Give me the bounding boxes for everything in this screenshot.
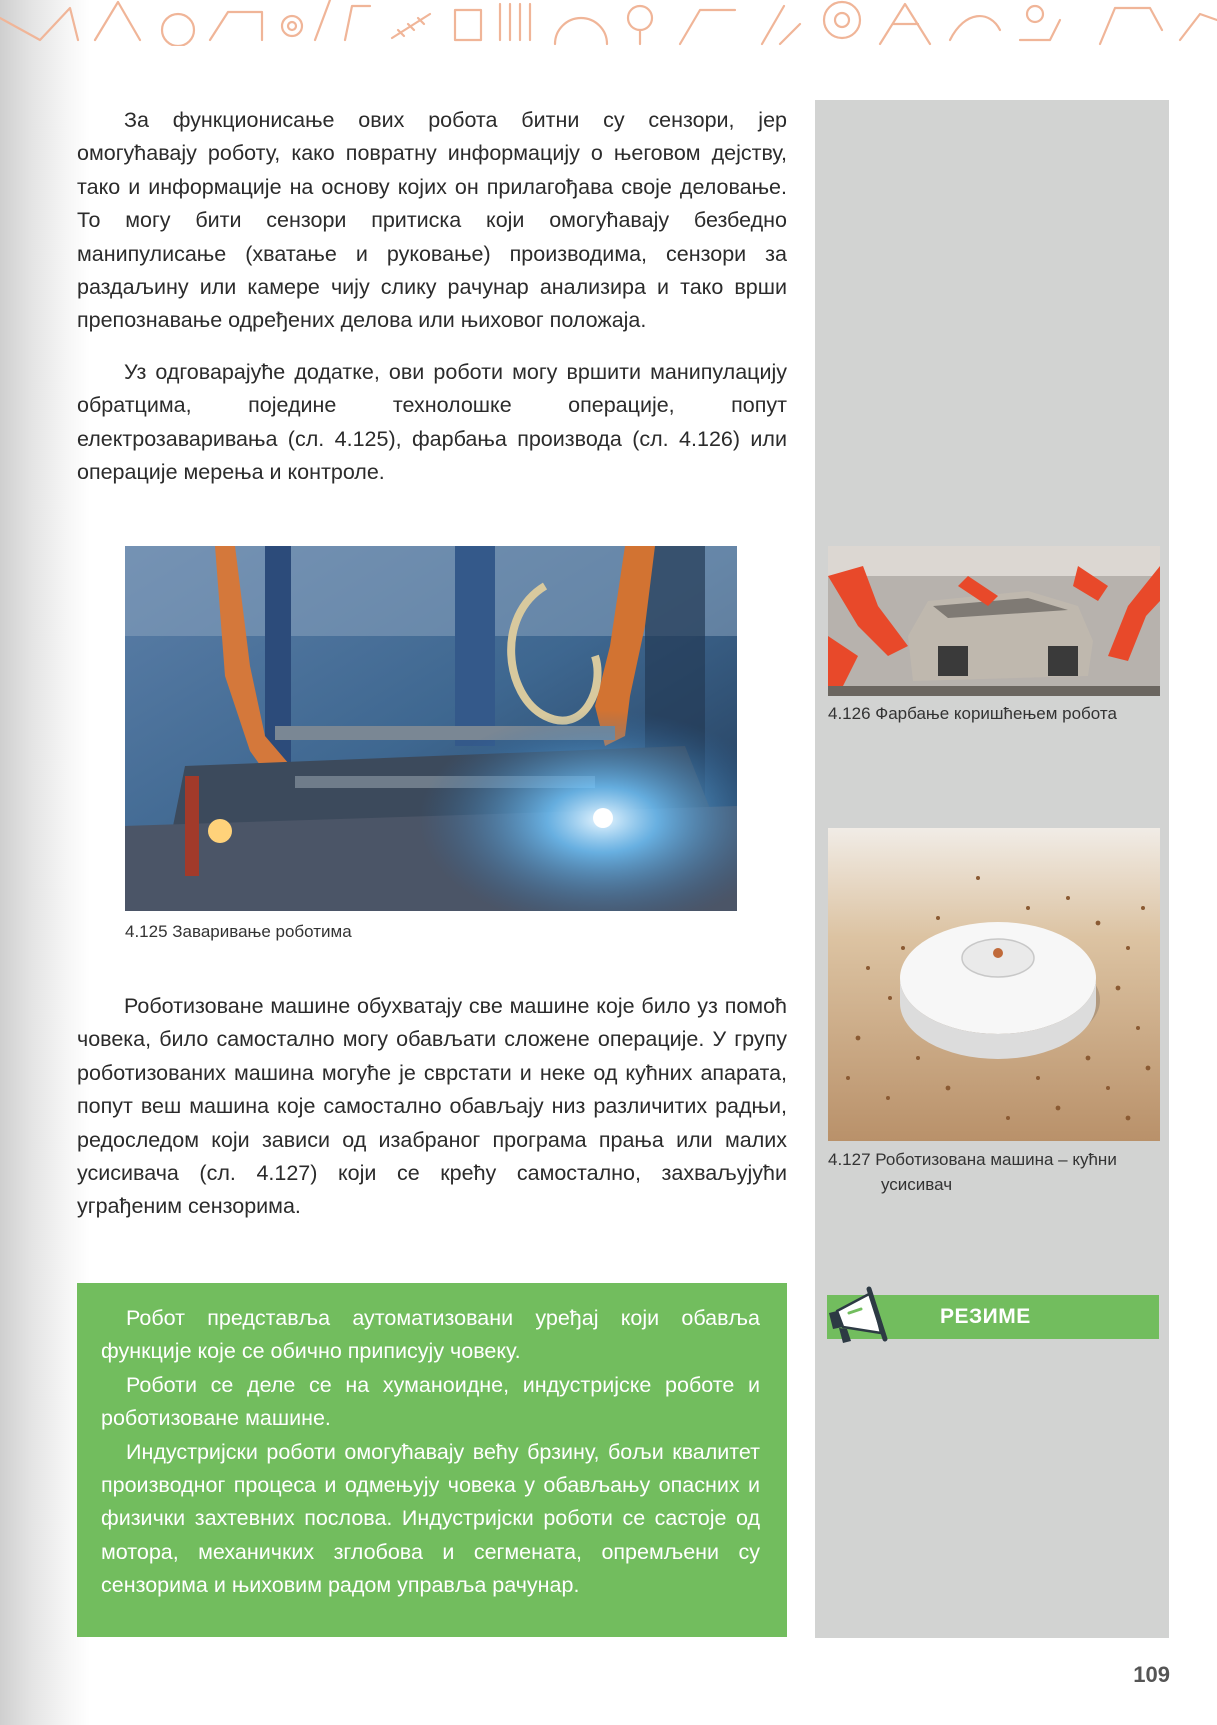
body-paragraph-attachments: Уз одговарајуће додатке, ови роботи могу вршити манипулацију обратцима, поједине технолошке операције, попут електрозаваривања (сл. 4.125), фарбања производа (сл. 4.126) или операције мерења и контроле. bbox=[77, 360, 787, 485]
figure-caption-vacuum-line1: 4.127 Роботизована машина – кућни bbox=[828, 1150, 1117, 1169]
summary-banner-label: РЕЗИМЕ bbox=[940, 1305, 1031, 1328]
header-doodle-decoration bbox=[0, 0, 1217, 46]
body-paragraph-sensors: За функционисање ових робота битни су сензори, јер омогућавају роботу, како повратну информацију о његовом дејству, тако и информације на основу којих он прилагођава своје деловање. То могу бити сензори притиска који омогућавају безбедно манипулисање (хватање и руковање) производима, сензори за раздаљину или камере чију слику рачунар анализира и тако врши препознавање одређених делова или њиховог положаја. bbox=[77, 108, 787, 333]
summary-item: Робот представља аутоматизовани уређај који обавља функције које се обично приписују човеку. bbox=[101, 1306, 760, 1364]
summary-banner bbox=[827, 1295, 1159, 1339]
figure-caption-painting: 4.126 Фарбање коришћењем робота bbox=[828, 704, 1117, 723]
figure-caption-vacuum bbox=[828, 1147, 1168, 1197]
summary-box bbox=[77, 1283, 787, 1637]
painting-robots-photo bbox=[828, 546, 1160, 696]
welding-robots-photo bbox=[125, 546, 737, 911]
body-paragraph-robotized-machines: Роботизоване машине обухватају све машине које било уз помоћ човека, било самостално могу обављати сложене операције. У групу роботизованих машина могуће је сврстати и неке од кућних апарата, попут веш машина које самостално обављају низ различитих радњи, редоследом који зависи од изабраног програма прања или малих усисивача (сл. 4.127) који се крећу самостално, захваљујући уграђеним сензорима. bbox=[77, 994, 787, 1219]
megaphone-icon bbox=[819, 1283, 903, 1349]
figure-caption-vacuum-line2: усисивач bbox=[881, 1175, 953, 1194]
figure-caption-welding: 4.125 Заваривање роботима bbox=[125, 922, 352, 941]
robot-vacuum-photo bbox=[828, 828, 1160, 1141]
summary-item: Индустријски роботи омогућавају већу брзину, бољи квалитет производног процеса и одмењују човека у обављању опасних и физички захтевних послова. Индустријски роботи се састоје од мотора, механичких зглобова и сегмената, опремљени су сензорима и њиховим радом управља рачунар. bbox=[101, 1439, 760, 1598]
page-number: 109 bbox=[1133, 1662, 1170, 1687]
summary-item: Роботи се деле се на хуманоидне, индустријске роботе и роботизоване машине. bbox=[101, 1372, 760, 1431]
